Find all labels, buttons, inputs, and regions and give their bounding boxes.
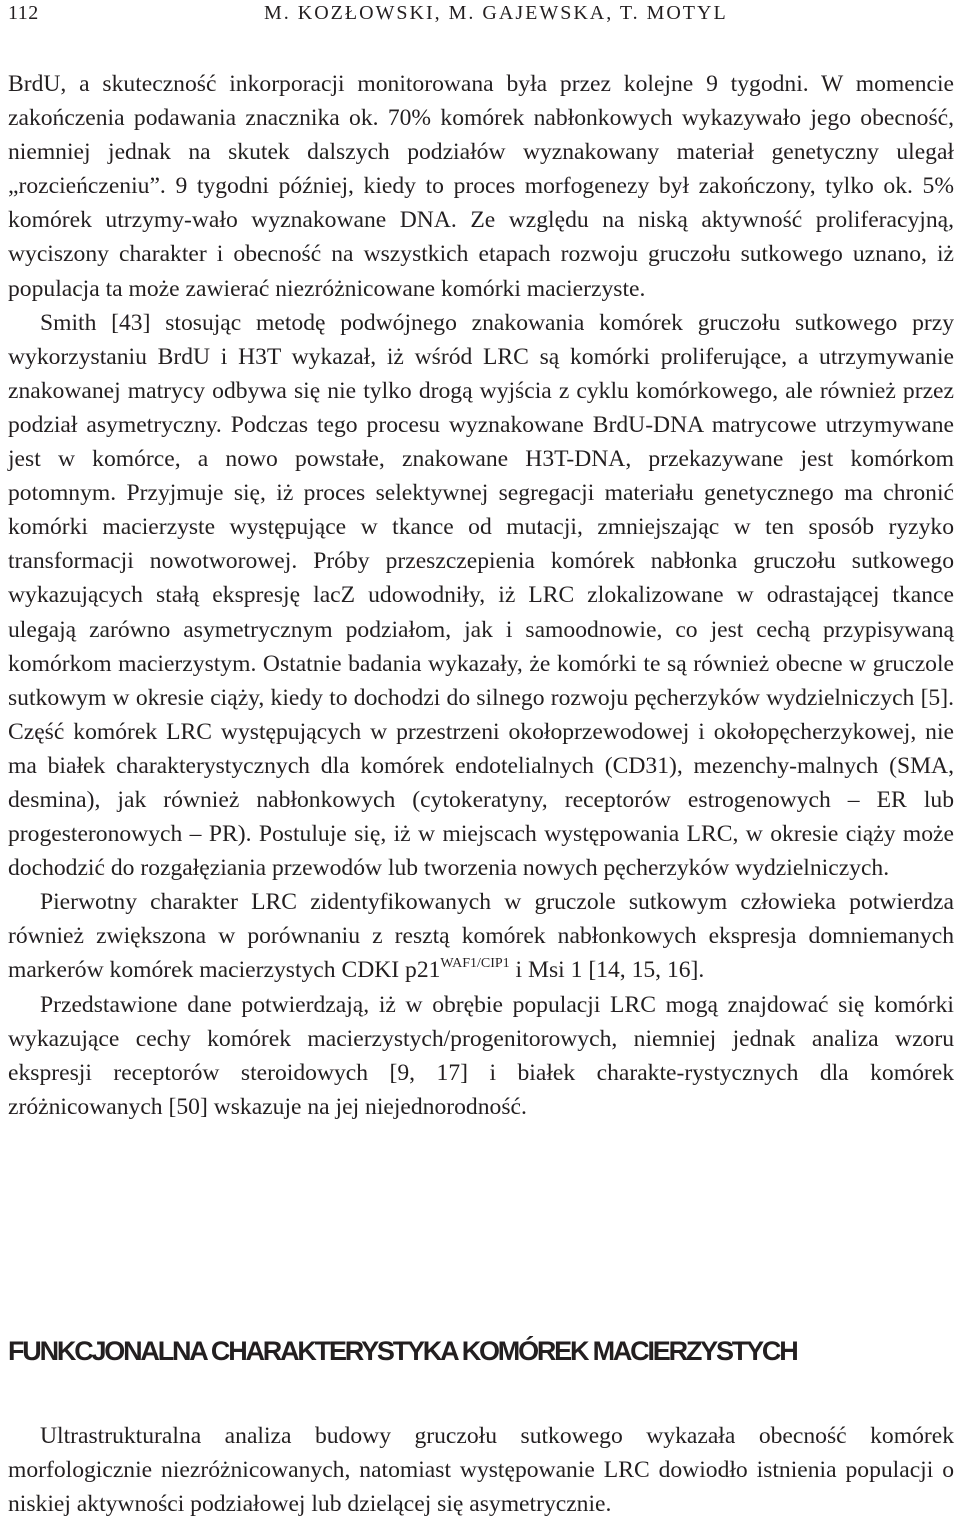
- paragraph-human-lrc: [8, 885, 954, 987]
- page-number: 112: [8, 2, 39, 24]
- paragraph-smith-double-labeling: Smith [43] stosując metodę podwójnego znakowania komórek gruczołu sutkowego przy wykorzystaniu BrdU i H3T wykazał, iż wśród LRC są komórki proliferujące, a utrzymywanie znakowanej matrycy odbywa się nie tylko drogą wyjścia z cyklu komórkowego, ale również przez podział asymetryczny. Podczas tego procesu wyznakowane BrdU-DNA matrycowe utrzymywane jest w komórce, a nowo powstałe, znakowane H3T-DNA, przekazywane jest komórkom potomnym. Przyjmuje się, iż proces selektywnej segregacji materiału genetycznego ma chronić komórki macierzyste występujące w tkance od mutacji, zmniejszając w ten sposób ryzyko transformacji nowotworowej. Próby przeszczepienia komórek nabłonka gruczołu sutkowego wykazujących stałą ekspresję lacZ udowodniły, iż LRC zlokalizowane w odrastającej tkance ulegają zarówno asymetrycznym podziałom, jak i samoodnowie, co jest cechą przypisywaną komórkom macierzystym. Ostatnie badania wykazały, że komórki te są również obecne w gruczole sutkowym w okresie ciąży, kiedy to dochodzi do silnego rozwoju pęcherzyków wydzielniczych [5]. Część komórek LRC występujących w przestrzeni okołoprzewodowej i okołopęcherzykowej, nie ma białek charakterystycznych dla komórek endotelialnych (CD31), mezenchy-malnych (SMA, desmina), jak również nabłonkowych (cytokeratyny, receptorów estrogenowych – ER lub progesteronowych – PR). Postuluje się, iż w miejscach występowania LRC, w okresie ciąży może dochodzić do rozgałęziania przewodów lub tworzenia nowych pęcherzyków wydzielniczych.: [8, 309, 954, 882]
- paragraph-human-lrc-text: Pierwotny charakter LRC zidentyfikowanych w gruczole sutkowym człowieka potwierdza również zwiększona w porównaniu z resztą komórek nabłonkowych ekspresja domniemanych markerów komórek macierzystych CDKI p21: [8, 889, 954, 984]
- running-head: [8, 2, 954, 24]
- running-head-authors: M. KOZŁOWSKI, M. GAJEWSKA, T. MOTYL: [264, 2, 728, 24]
- paragraph-lrc-heterogeneity: Przedstawione dane potwierdzają, iż w obrębie populacji LRC mogą znajdować się komórki wykazujące cechy komórek macierzystych/progenitorowych, niemniej jednak analiza wzoru ekspresji receptorów steroidowych [9, 17] i białek charakte-rystycznych dla komórek zróżnicowanych [50] wskazuje na jej niejednorodność.: [8, 991, 954, 1120]
- paragraph-ultrastructural-analysis: Ultrastrukturalna analiza budowy gruczołu sutkowego wykazała obecność komórek morfologicznie niezróżnicowanych, natomiast występowanie LRC dowiodło istnienia populacji o niskiej aktywności podziałowej lub dzielącej się asymetrycznie.: [8, 1423, 954, 1518]
- paragraph-human-lrc-tail: i Msi 1 [14, 15, 16].: [509, 957, 705, 984]
- superscript-waf1-cip1: WAF1/CIP1: [440, 956, 510, 972]
- article-body: [8, 67, 954, 1124]
- section-body: [8, 1419, 954, 1521]
- paragraph-brdu-incorporation: BrdU, a skuteczność inkorporacji monitorowana była przez kolejne 9 tygodni. W momencie zakończenia podawania znacznika ok. 70% komórek nabłonkowych wykazywało jego obecność, niemniej jednak na skutek dalszych podziałów wyznakowany materiał genetyczny ulegał „rozcieńczeniu”. 9 tygodni później, kiedy to proces morfogenezy był zakończony, tylko ok. 5% komórek utrzymy-wało wyznakowane DNA. Ze względu na niską aktywność proliferacyjną, wyciszony charakter i obecność na wszystkich etapach rozwoju gruczołu sutkowego uznano, iż populacja ta może zawierać niezróżnicowane komórki macierzyste.: [8, 71, 954, 302]
- section-heading: FUNKCJONALNA CHARAKTERYSTYKA KOMÓREK MACIERZYSTYCH: [8, 1336, 797, 1366]
